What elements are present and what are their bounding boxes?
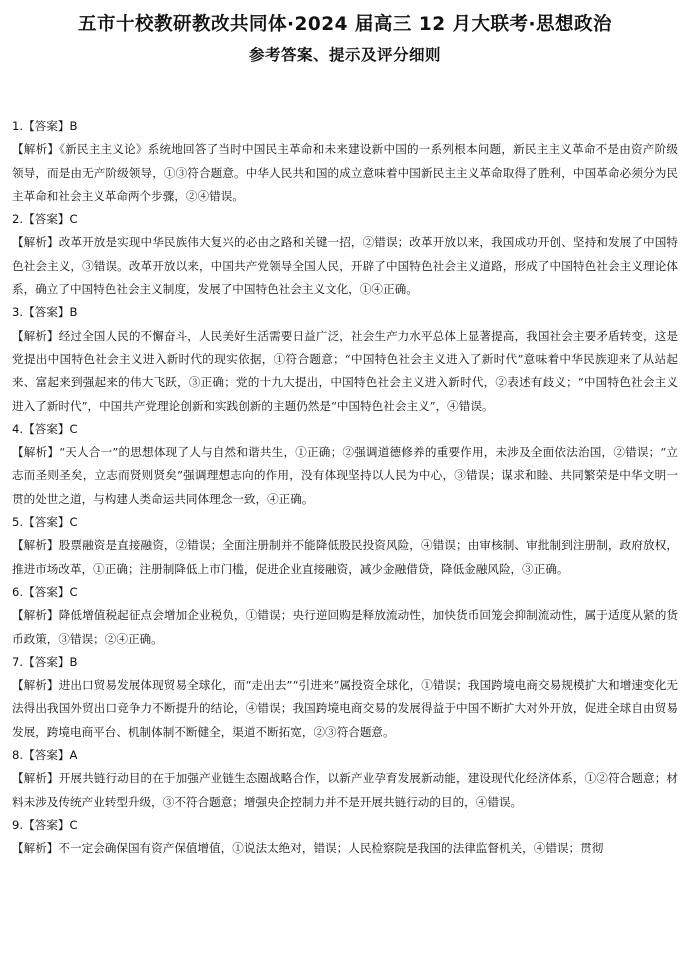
answer-value: B	[69, 119, 78, 133]
answer-line	[12, 115, 678, 138]
answer-line	[12, 814, 678, 837]
answer-label: 【答案】	[23, 817, 70, 832]
analysis-text: 进出口贸易发展体现贸易全球化，而“走出去”“引进来”属投资全球化，①错误；我国跨境电商交易规模扩大和增速变化无法得出我国外贸出口竞争力不断提升的结论，④错误；我国跨境电商交易的发展得益于中国不断扩大对外开放，促进全球自由贸易发展，跨境电商平台、机制体制不断健全，渠道不断拓宽，②③符合题意。	[12, 678, 678, 739]
analysis-paragraph	[12, 441, 678, 511]
analysis-text: 《新民主主义论》系统地回答了当时中国民主革命和未来建设新中国的一系列根本问题，新民主主义革命不是由资产阶级领导，而是由无产阶级领导，①③符合题意。中华人民共和国的成立意味着中国新民主主义革命取得了胜利，中国革命必须分为民主革命和社会主义革命两个步骤，②④错误。	[12, 142, 678, 203]
analysis-label: 【解析】	[12, 678, 59, 693]
answer-line	[12, 418, 678, 441]
analysis-paragraph	[12, 138, 678, 208]
question-item	[12, 814, 678, 861]
answer-label: 【答案】	[23, 421, 70, 436]
answer-value: A	[69, 748, 78, 763]
answer-value: C	[69, 584, 78, 599]
analysis-paragraph	[12, 674, 678, 744]
question-item	[12, 744, 678, 814]
question-number: 5.	[12, 515, 24, 530]
question-number: 3.	[12, 305, 24, 320]
question-number: 4.	[12, 421, 24, 436]
answer-label: 【答案】	[23, 305, 70, 320]
answer-label: 【答案】	[23, 748, 70, 763]
question-number: 2.	[12, 212, 24, 227]
analysis-paragraph	[12, 767, 678, 814]
question-number: 9.	[12, 817, 24, 832]
question-item	[12, 581, 678, 651]
analysis-text: 股票融资是直接融资，②错误；全面注册制并不能降低股民投资风险，④错误；由审核制、审批制到注册制，政府放权，推进市场改革，①正确；注册制降低上市门槛，促进企业直接融资，减少金融借贷，降低金融风险，③正确。	[12, 538, 678, 576]
answer-label: 【答案】	[23, 584, 70, 599]
analysis-label: 【解析】	[12, 328, 59, 343]
analysis-paragraph	[12, 604, 678, 651]
question-item	[12, 301, 678, 417]
answer-line	[12, 208, 678, 231]
analysis-paragraph	[12, 837, 678, 860]
analysis-text: “天人合一”的思想体现了人与自然和谐共生，①正确；②强调道德修养的重要作用，未涉及全面依法治国，②错误；“立志而圣则圣矣，立志而贤则贤矣”强调理想志向的作用，没有体现坚持以人民为中心，③错误；谋求和睦、共同繁荣是中华文明一贯的处世之道，与构建人类命运共同体理念一致，④正确。	[12, 445, 678, 506]
question-item	[12, 511, 678, 581]
question-item	[12, 115, 678, 208]
answer-value: C	[69, 421, 78, 436]
analysis-paragraph	[12, 231, 678, 301]
analysis-label: 【解析】	[12, 771, 59, 786]
answer-value: B	[69, 654, 78, 669]
answer-label: 【答案】	[23, 515, 70, 530]
question-item	[12, 208, 678, 301]
answer-line	[12, 301, 678, 324]
question-number: 6.	[12, 584, 24, 599]
answer-value: C	[69, 515, 78, 530]
analysis-paragraph	[12, 534, 678, 581]
answer-line	[12, 581, 678, 604]
question-number: 8.	[12, 748, 24, 763]
question-number: 1.	[12, 119, 24, 133]
analysis-label: 【解析】	[12, 608, 59, 623]
analysis-label: 【解析】	[12, 538, 59, 553]
answer-label: 【答案】	[23, 212, 70, 227]
document-title: 五市十校教研教改共同体·2024 届高三 12 月大联考·思想政治	[77, 14, 613, 35]
answer-label: 【答案】	[23, 119, 70, 133]
answer-line	[12, 511, 678, 534]
analysis-text: 开展共链行动目的在于加强产业链生态圈战略合作，以新产业孕育发展新动能，建设现代化经济体系，①②符合题意；材料未涉及传统产业转型升级，③不符合题意；增强央企控制力并不是开展共链行动的目的，④错误。	[12, 771, 678, 809]
question-item	[12, 651, 678, 744]
answer-line	[12, 651, 678, 674]
analysis-label: 【解析】	[12, 142, 60, 157]
analysis-text: 改革开放是实现中华民族伟大复兴的必由之路和关键一招，②错误；改革开放以来，我国成功开创、坚持和发展了中国特色社会主义，③错误。改革开放以来，中国共产党领导全国人民，开辟了中国特色社会主义道路，形成了中国特色社会主义理论体系，确立了中国特色社会主义制度，发展了中国特色社会主义文化，①④正确。	[12, 235, 678, 297]
answer-value: C	[69, 212, 78, 227]
analysis-paragraph	[12, 325, 678, 418]
analysis-text: 不一定会确保国有资产保值增值，①说法太绝对，错误；人民检察院是我国的法律监督机关，④错误；贯彻	[58, 841, 604, 856]
analysis-label: 【解析】	[12, 445, 60, 460]
answer-value: B	[69, 305, 78, 320]
analysis-text: 经过全国人民的不懈奋斗，人民美好生活需要日益广泛，社会生产力水平总体上显著提高，我国社会主要矛盾转变，这是党提出中国特色社会主义进入新时代的现实依据，①符合题意；“中国特色社会主义进入了新时代”意味着中华民族迎来了从站起来、富起来到强起来的伟大飞跃，③正确；党的十九大提出，中国特色社会主义进入新时代，②表述有歧义；“中国特色社会主义进入了新时代”，中国共产党理论创新和实践创新的主题仍然是“中国特色社会主义”，④错误。	[12, 328, 678, 413]
answer-line	[12, 744, 678, 767]
question-number: 7.	[12, 654, 24, 669]
answer-value: C	[69, 817, 78, 832]
question-answer-list	[12, 115, 678, 861]
answer-label: 【答案】	[23, 654, 70, 669]
analysis-label: 【解析】	[12, 235, 59, 250]
document-subtitle: 参考答案、提示及评分细则	[248, 46, 441, 64]
analysis-label: 【解析】	[12, 841, 59, 856]
analysis-text: 降低增值税起征点会增加企业税负，①错误；央行逆回购是释放流动性，加快货币回笼会抑制流动性，属于适度从紧的货币政策，③错误；②④正确。	[12, 608, 678, 646]
question-item	[12, 418, 678, 511]
